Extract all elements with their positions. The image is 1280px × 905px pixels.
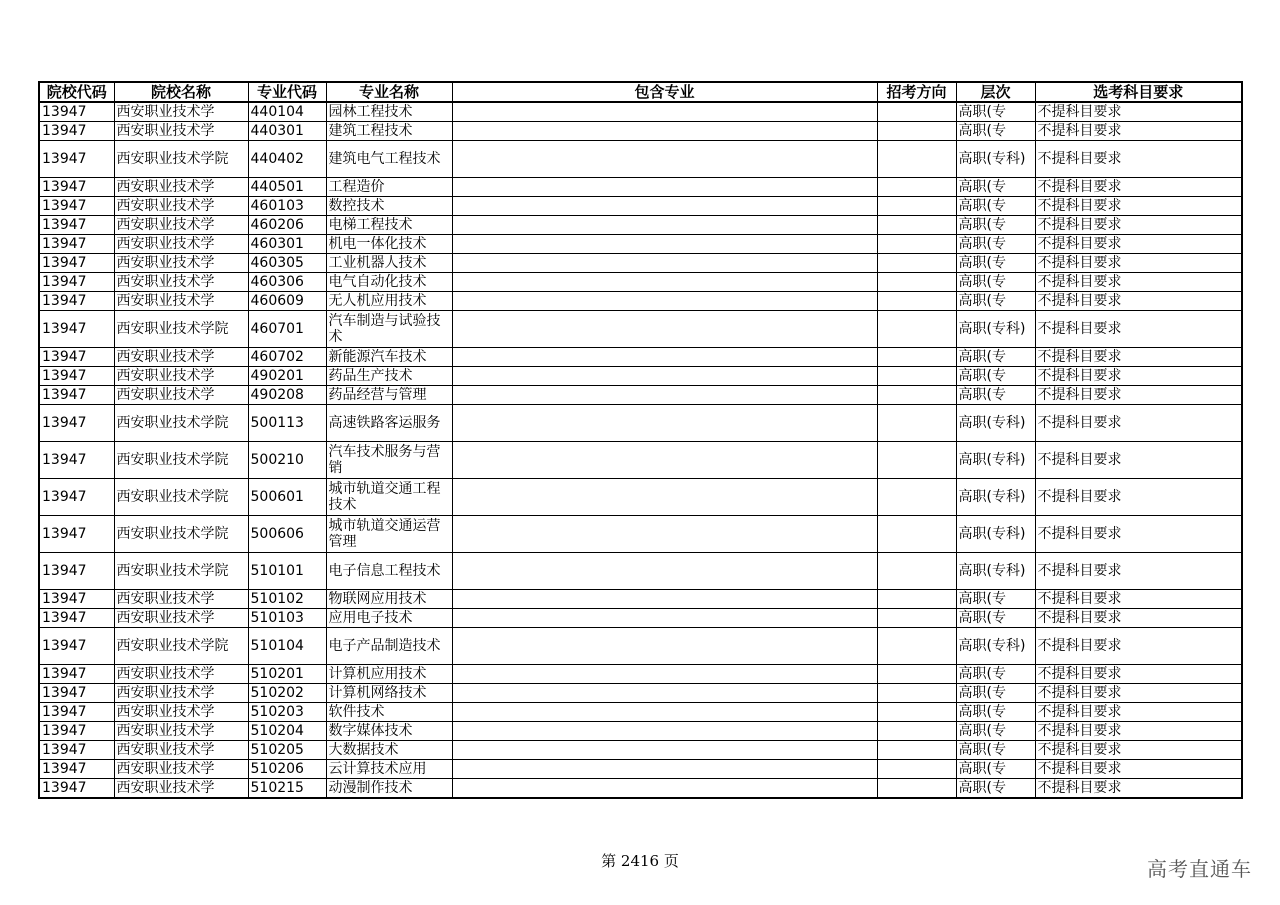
- table-row: [39, 609, 1242, 628]
- cell-school-name: 西安职业技术学: [114, 722, 248, 741]
- cell-level: 高职(专科): [956, 553, 1035, 590]
- cell-major-name: 新能源汽车技术: [326, 348, 452, 367]
- cell-included-majors: [452, 273, 877, 292]
- cell-major-name: 软件技术: [326, 703, 452, 722]
- header-major-code: 专业代码: [248, 82, 326, 102]
- cell-major-name: 计算机网络技术: [326, 684, 452, 703]
- cell-subject-requirement: 不提科目要求: [1035, 760, 1242, 779]
- cell-school-code: 13947: [39, 703, 114, 722]
- cell-direction: [877, 628, 956, 665]
- cell-subject-requirement: 不提科目要求: [1035, 609, 1242, 628]
- cell-subject-requirement: 不提科目要求: [1035, 479, 1242, 516]
- cell-level: 高职(专科): [956, 442, 1035, 479]
- table-row: [39, 442, 1242, 479]
- table-row: [39, 102, 1242, 122]
- cell-school-name: 西安职业技术学: [114, 609, 248, 628]
- admission-table: [38, 81, 1243, 799]
- cell-included-majors: [452, 609, 877, 628]
- cell-subject-requirement: 不提科目要求: [1035, 684, 1242, 703]
- cell-included-majors: [452, 516, 877, 553]
- cell-school-code: 13947: [39, 479, 114, 516]
- cell-direction: [877, 590, 956, 609]
- cell-major-name: 建筑工程技术: [326, 122, 452, 141]
- cell-school-name: 西安职业技术学院: [114, 553, 248, 590]
- cell-major-code: 500113: [248, 405, 326, 442]
- table-row: [39, 760, 1242, 779]
- cell-school-code: 13947: [39, 122, 114, 141]
- cell-major-name: 应用电子技术: [326, 609, 452, 628]
- cell-major-code: 500210: [248, 442, 326, 479]
- cell-major-code: 510102: [248, 590, 326, 609]
- cell-level: 高职(专: [956, 665, 1035, 684]
- cell-subject-requirement: 不提科目要求: [1035, 311, 1242, 348]
- cell-school-code: 13947: [39, 553, 114, 590]
- cell-level: 高职(专科): [956, 479, 1035, 516]
- cell-school-name: 西安职业技术学院: [114, 628, 248, 665]
- cell-level: 高职(专科): [956, 405, 1035, 442]
- cell-included-majors: [452, 442, 877, 479]
- table-row: [39, 348, 1242, 367]
- table-row: [39, 722, 1242, 741]
- cell-direction: [877, 197, 956, 216]
- cell-school-code: 13947: [39, 216, 114, 235]
- cell-subject-requirement: 不提科目要求: [1035, 254, 1242, 273]
- cell-major-name: 工业机器人技术: [326, 254, 452, 273]
- cell-included-majors: [452, 178, 877, 197]
- cell-major-code: 510203: [248, 703, 326, 722]
- cell-school-name: 西安职业技术学院: [114, 516, 248, 553]
- cell-school-name: 西安职业技术学: [114, 254, 248, 273]
- cell-major-code: 440301: [248, 122, 326, 141]
- cell-level: 高职(专: [956, 292, 1035, 311]
- cell-major-name: 电子产品制造技术: [326, 628, 452, 665]
- cell-school-name: 西安职业技术学: [114, 665, 248, 684]
- cell-school-name: 西安职业技术学: [114, 386, 248, 405]
- cell-school-code: 13947: [39, 741, 114, 760]
- cell-direction: [877, 235, 956, 254]
- cell-included-majors: [452, 311, 877, 348]
- cell-level: 高职(专: [956, 703, 1035, 722]
- cell-school-code: 13947: [39, 442, 114, 479]
- cell-school-name: 西安职业技术学: [114, 367, 248, 386]
- cell-level: 高职(专科): [956, 628, 1035, 665]
- cell-included-majors: [452, 741, 877, 760]
- cell-included-majors: [452, 348, 877, 367]
- header-school-code: 院校代码: [39, 82, 114, 102]
- cell-level: 高职(专: [956, 609, 1035, 628]
- cell-school-name: 西安职业技术学院: [114, 405, 248, 442]
- cell-direction: [877, 722, 956, 741]
- cell-subject-requirement: 不提科目要求: [1035, 516, 1242, 553]
- cell-major-code: 440402: [248, 141, 326, 178]
- header-subject-requirement: 选考科目要求: [1035, 82, 1242, 102]
- cell-level: 高职(专: [956, 122, 1035, 141]
- cell-major-name: 城市轨道交通工程技术: [326, 479, 452, 516]
- cell-major-code: 460103: [248, 197, 326, 216]
- cell-school-name: 西安职业技术学院: [114, 141, 248, 178]
- cell-major-name: 大数据技术: [326, 741, 452, 760]
- cell-included-majors: [452, 553, 877, 590]
- cell-direction: [877, 741, 956, 760]
- cell-direction: [877, 479, 956, 516]
- table-row: [39, 235, 1242, 254]
- table-body: [39, 102, 1242, 798]
- page-number: 第 2416 页: [601, 852, 679, 870]
- cell-major-name: 动漫制作技术: [326, 779, 452, 799]
- cell-included-majors: [452, 254, 877, 273]
- cell-school-code: 13947: [39, 348, 114, 367]
- cell-major-code: 510215: [248, 779, 326, 799]
- cell-major-name: 园林工程技术: [326, 102, 452, 122]
- cell-included-majors: [452, 722, 877, 741]
- cell-included-majors: [452, 292, 877, 311]
- cell-direction: [877, 122, 956, 141]
- cell-subject-requirement: 不提科目要求: [1035, 102, 1242, 122]
- cell-major-code: 460609: [248, 292, 326, 311]
- cell-major-name: 建筑电气工程技术: [326, 141, 452, 178]
- cell-subject-requirement: 不提科目要求: [1035, 703, 1242, 722]
- table-row: [39, 516, 1242, 553]
- table-row: [39, 141, 1242, 178]
- cell-included-majors: [452, 405, 877, 442]
- cell-school-name: 西安职业技术学: [114, 235, 248, 254]
- cell-level: 高职(专: [956, 178, 1035, 197]
- cell-subject-requirement: 不提科目要求: [1035, 273, 1242, 292]
- cell-subject-requirement: 不提科目要求: [1035, 442, 1242, 479]
- cell-school-code: 13947: [39, 235, 114, 254]
- table-row: [39, 273, 1242, 292]
- cell-subject-requirement: 不提科目要求: [1035, 197, 1242, 216]
- cell-major-code: 460702: [248, 348, 326, 367]
- cell-school-code: 13947: [39, 722, 114, 741]
- cell-level: 高职(专科): [956, 516, 1035, 553]
- cell-direction: [877, 553, 956, 590]
- cell-school-name: 西安职业技术学: [114, 703, 248, 722]
- cell-school-name: 西安职业技术学院: [114, 479, 248, 516]
- cell-level: 高职(专: [956, 197, 1035, 216]
- cell-direction: [877, 760, 956, 779]
- cell-school-name: 西安职业技术学: [114, 273, 248, 292]
- table-row: [39, 386, 1242, 405]
- cell-included-majors: [452, 216, 877, 235]
- header-included-majors: 包含专业: [452, 82, 877, 102]
- cell-school-code: 13947: [39, 665, 114, 684]
- cell-level: 高职(专: [956, 741, 1035, 760]
- cell-major-code: 510206: [248, 760, 326, 779]
- header-level: 层次: [956, 82, 1035, 102]
- cell-major-name: 计算机应用技术: [326, 665, 452, 684]
- cell-included-majors: [452, 628, 877, 665]
- cell-direction: [877, 609, 956, 628]
- cell-major-name: 数字媒体技术: [326, 722, 452, 741]
- cell-school-name: 西安职业技术学院: [114, 442, 248, 479]
- cell-major-name: 城市轨道交通运营管理: [326, 516, 452, 553]
- header-direction: 招考方向: [877, 82, 956, 102]
- cell-level: 高职(专: [956, 367, 1035, 386]
- cell-major-code: 460306: [248, 273, 326, 292]
- cell-level: 高职(专: [956, 348, 1035, 367]
- cell-major-name: 电梯工程技术: [326, 216, 452, 235]
- cell-included-majors: [452, 386, 877, 405]
- cell-direction: [877, 311, 956, 348]
- table-row: [39, 703, 1242, 722]
- cell-school-code: 13947: [39, 684, 114, 703]
- watermark-logo: 高考直通车: [1147, 857, 1252, 881]
- cell-subject-requirement: 不提科目要求: [1035, 779, 1242, 799]
- cell-level: 高职(专科): [956, 141, 1035, 178]
- cell-major-name: 数控技术: [326, 197, 452, 216]
- cell-major-name: 电气自动化技术: [326, 273, 452, 292]
- cell-school-name: 西安职业技术学: [114, 122, 248, 141]
- table-row: [39, 628, 1242, 665]
- cell-included-majors: [452, 197, 877, 216]
- cell-direction: [877, 442, 956, 479]
- cell-subject-requirement: 不提科目要求: [1035, 553, 1242, 590]
- cell-direction: [877, 348, 956, 367]
- cell-included-majors: [452, 760, 877, 779]
- cell-major-name: 药品生产技术: [326, 367, 452, 386]
- table-row: [39, 178, 1242, 197]
- cell-major-code: 440104: [248, 102, 326, 122]
- cell-direction: [877, 367, 956, 386]
- cell-level: 高职(专: [956, 779, 1035, 799]
- cell-major-name: 汽车制造与试验技术: [326, 311, 452, 348]
- cell-level: 高职(专: [956, 590, 1035, 609]
- cell-direction: [877, 665, 956, 684]
- cell-subject-requirement: 不提科目要求: [1035, 386, 1242, 405]
- cell-subject-requirement: 不提科目要求: [1035, 628, 1242, 665]
- cell-major-code: 510101: [248, 553, 326, 590]
- cell-direction: [877, 292, 956, 311]
- cell-school-code: 13947: [39, 367, 114, 386]
- cell-level: 高职(专: [956, 386, 1035, 405]
- cell-school-code: 13947: [39, 102, 114, 122]
- cell-school-name: 西安职业技术学: [114, 102, 248, 122]
- cell-subject-requirement: 不提科目要求: [1035, 741, 1242, 760]
- cell-major-name: 机电一体化技术: [326, 235, 452, 254]
- cell-subject-requirement: 不提科目要求: [1035, 178, 1242, 197]
- cell-direction: [877, 102, 956, 122]
- cell-school-code: 13947: [39, 760, 114, 779]
- cell-included-majors: [452, 479, 877, 516]
- table-row: [39, 405, 1242, 442]
- cell-school-name: 西安职业技术学: [114, 779, 248, 799]
- cell-direction: [877, 178, 956, 197]
- cell-school-code: 13947: [39, 254, 114, 273]
- cell-school-name: 西安职业技术学: [114, 741, 248, 760]
- cell-direction: [877, 684, 956, 703]
- table-row: [39, 367, 1242, 386]
- cell-direction: [877, 141, 956, 178]
- table-row: [39, 254, 1242, 273]
- cell-major-code: 460701: [248, 311, 326, 348]
- cell-school-name: 西安职业技术学: [114, 760, 248, 779]
- cell-major-name: 电子信息工程技术: [326, 553, 452, 590]
- cell-level: 高职(专: [956, 235, 1035, 254]
- table-row: [39, 741, 1242, 760]
- cell-subject-requirement: 不提科目要求: [1035, 405, 1242, 442]
- cell-school-code: 13947: [39, 590, 114, 609]
- cell-included-majors: [452, 703, 877, 722]
- cell-major-code: 460301: [248, 235, 326, 254]
- table-row: [39, 665, 1242, 684]
- cell-included-majors: [452, 141, 877, 178]
- cell-major-code: 460206: [248, 216, 326, 235]
- cell-included-majors: [452, 779, 877, 799]
- cell-level: 高职(专: [956, 102, 1035, 122]
- cell-direction: [877, 516, 956, 553]
- cell-school-code: 13947: [39, 178, 114, 197]
- cell-major-code: 500601: [248, 479, 326, 516]
- cell-major-code: 510104: [248, 628, 326, 665]
- table-row: [39, 553, 1242, 590]
- cell-subject-requirement: 不提科目要求: [1035, 141, 1242, 178]
- cell-level: 高职(专: [956, 216, 1035, 235]
- cell-major-code: 510103: [248, 609, 326, 628]
- cell-subject-requirement: 不提科目要求: [1035, 216, 1242, 235]
- cell-school-code: 13947: [39, 197, 114, 216]
- cell-major-code: 490201: [248, 367, 326, 386]
- cell-level: 高职(专: [956, 760, 1035, 779]
- cell-level: 高职(专科): [956, 311, 1035, 348]
- cell-included-majors: [452, 590, 877, 609]
- cell-major-name: 物联网应用技术: [326, 590, 452, 609]
- cell-school-code: 13947: [39, 628, 114, 665]
- cell-direction: [877, 216, 956, 235]
- cell-major-name: 汽车技术服务与营销: [326, 442, 452, 479]
- cell-subject-requirement: 不提科目要求: [1035, 235, 1242, 254]
- cell-school-code: 13947: [39, 141, 114, 178]
- cell-subject-requirement: 不提科目要求: [1035, 665, 1242, 684]
- header-row: [39, 82, 1242, 102]
- cell-school-code: 13947: [39, 405, 114, 442]
- cell-major-name: 云计算技术应用: [326, 760, 452, 779]
- cell-school-code: 13947: [39, 516, 114, 553]
- cell-subject-requirement: 不提科目要求: [1035, 722, 1242, 741]
- cell-level: 高职(专: [956, 273, 1035, 292]
- cell-level: 高职(专: [956, 684, 1035, 703]
- cell-major-name: 工程造价: [326, 178, 452, 197]
- cell-included-majors: [452, 665, 877, 684]
- cell-included-majors: [452, 122, 877, 141]
- cell-school-name: 西安职业技术学: [114, 178, 248, 197]
- cell-direction: [877, 405, 956, 442]
- cell-included-majors: [452, 684, 877, 703]
- table-row: [39, 197, 1242, 216]
- cell-direction: [877, 703, 956, 722]
- cell-major-code: 500606: [248, 516, 326, 553]
- cell-school-name: 西安职业技术学: [114, 684, 248, 703]
- table-row: [39, 479, 1242, 516]
- cell-school-code: 13947: [39, 609, 114, 628]
- cell-major-name: 高速铁路客运服务: [326, 405, 452, 442]
- cell-major-code: 460305: [248, 254, 326, 273]
- cell-school-name: 西安职业技术学院: [114, 311, 248, 348]
- cell-direction: [877, 779, 956, 799]
- cell-school-name: 西安职业技术学: [114, 216, 248, 235]
- cell-school-name: 西安职业技术学: [114, 348, 248, 367]
- cell-direction: [877, 386, 956, 405]
- table-row: [39, 122, 1242, 141]
- table-row: [39, 311, 1242, 348]
- table-row: [39, 684, 1242, 703]
- cell-included-majors: [452, 367, 877, 386]
- cell-major-code: 440501: [248, 178, 326, 197]
- table-row: [39, 216, 1242, 235]
- table-row: [39, 292, 1242, 311]
- cell-major-name: 无人机应用技术: [326, 292, 452, 311]
- cell-direction: [877, 254, 956, 273]
- cell-major-code: 510204: [248, 722, 326, 741]
- cell-direction: [877, 273, 956, 292]
- cell-major-code: 510202: [248, 684, 326, 703]
- cell-school-code: 13947: [39, 386, 114, 405]
- header-school-name: 院校名称: [114, 82, 248, 102]
- cell-school-code: 13947: [39, 273, 114, 292]
- cell-level: 高职(专: [956, 722, 1035, 741]
- cell-school-code: 13947: [39, 292, 114, 311]
- cell-major-name: 药品经营与管理: [326, 386, 452, 405]
- cell-subject-requirement: 不提科目要求: [1035, 348, 1242, 367]
- cell-included-majors: [452, 235, 877, 254]
- table-row: [39, 590, 1242, 609]
- header-major-name: 专业名称: [326, 82, 452, 102]
- cell-school-code: 13947: [39, 779, 114, 799]
- cell-included-majors: [452, 102, 877, 122]
- cell-subject-requirement: 不提科目要求: [1035, 292, 1242, 311]
- cell-subject-requirement: 不提科目要求: [1035, 122, 1242, 141]
- cell-school-name: 西安职业技术学: [114, 590, 248, 609]
- cell-major-code: 510201: [248, 665, 326, 684]
- cell-subject-requirement: 不提科目要求: [1035, 590, 1242, 609]
- cell-school-name: 西安职业技术学: [114, 197, 248, 216]
- table-row: [39, 779, 1242, 799]
- cell-major-code: 510205: [248, 741, 326, 760]
- cell-school-name: 西安职业技术学: [114, 292, 248, 311]
- cell-major-code: 490208: [248, 386, 326, 405]
- cell-level: 高职(专: [956, 254, 1035, 273]
- cell-school-code: 13947: [39, 311, 114, 348]
- cell-subject-requirement: 不提科目要求: [1035, 367, 1242, 386]
